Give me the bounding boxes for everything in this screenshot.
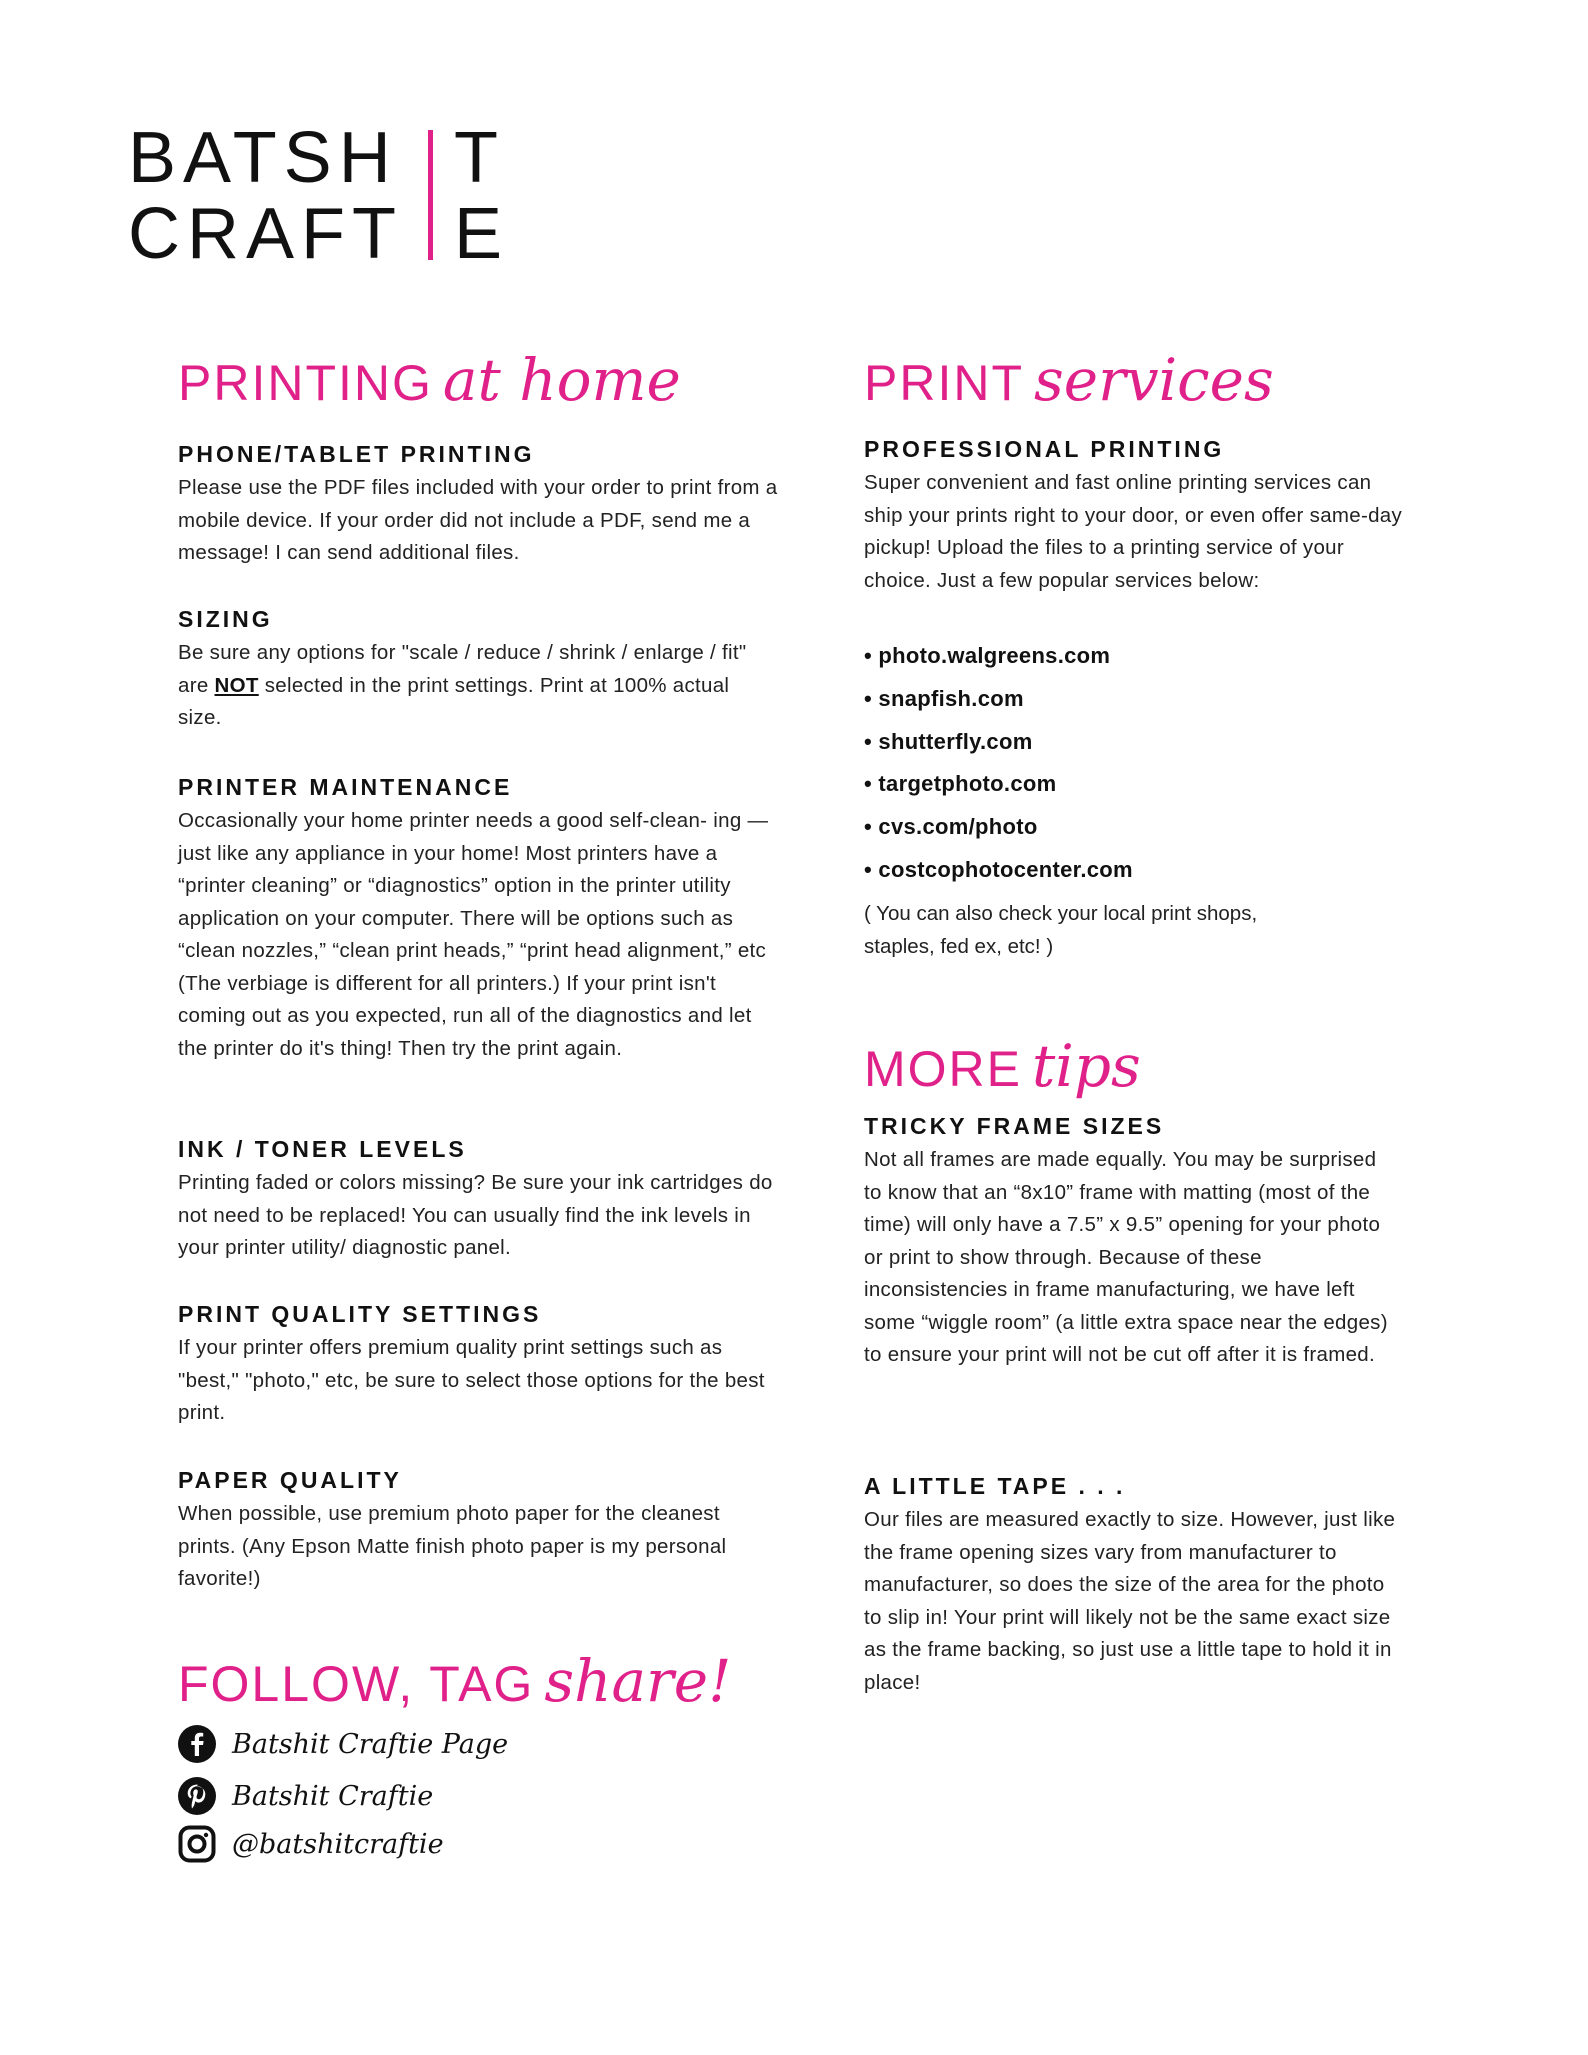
logo-text: CRAFT	[128, 194, 403, 274]
emphasis-text: NOT	[214, 673, 259, 697]
service-link[interactable]: • photo.walgreens.com	[864, 643, 1111, 668]
service-link[interactable]: • shutterfly.com	[864, 728, 1033, 754]
social-label: Batshit Craftie Page	[232, 1728, 509, 1760]
social-facebook[interactable]	[178, 1722, 508, 1766]
section-phone-tablet	[178, 436, 778, 570]
section-heading: PRINT QUALITY SETTINGS	[178, 1301, 542, 1327]
services-note: ( You can also check your local print shops, staples, fed ex, etc! )	[864, 902, 1258, 958]
title-script: share!	[544, 1647, 732, 1715]
title-plain: PRINT	[864, 355, 1024, 411]
section-heading: INK / TONER LEVELS	[178, 1136, 467, 1162]
service-link[interactable]: • costcophotocenter.com	[864, 856, 1133, 882]
section-body: Please use the PDF files included with your order to print from a mobile device. If your order did not include a PDF, send me a message! I can send additional files.	[178, 476, 778, 564]
logo-text: T	[454, 118, 505, 198]
printing-at-home-title	[178, 346, 681, 414]
section-body: When possible, use premium photo paper for the cleanest prints. (Any Epson Matte finish photo paper is my personal favorite!)	[178, 1502, 727, 1590]
title-plain: FOLLOW, TAG	[178, 1656, 535, 1712]
section-body: Not all frames are made equally. You may be surprised to know that an “8x10” frame with matting (most of the time) will only have a 7.5” x 9.5” opening for your photo or print to show through. Because of these inconsistencies in frame manufacturing, we have left some “wiggle room” (a little extra space near the edges) to ensure your print will not be cut off after it is framed.	[864, 1148, 1388, 1366]
print-services-list	[864, 635, 1133, 892]
logo-text: E	[454, 194, 510, 274]
service-link-text[interactable]: targetphoto.com	[878, 771, 1057, 797]
section-ink-toner	[178, 1131, 778, 1265]
title-script: services	[1034, 346, 1274, 414]
section-heading: PAPER QUALITY	[178, 1467, 402, 1493]
social-instagram[interactable]	[178, 1822, 444, 1866]
social-pinterest[interactable]	[178, 1774, 433, 1818]
section-heading: PHONE/TABLET PRINTING	[178, 441, 535, 467]
section-body: If your printer offers premium quality print settings such as "best," "photo," etc, be sure to select those options for the best print.	[178, 1336, 765, 1424]
social-label: @batshitcraftie	[232, 1828, 444, 1860]
service-link[interactable]: • snapfish.com	[864, 685, 1024, 711]
section-print-quality	[178, 1296, 778, 1430]
facebook-icon	[178, 1725, 216, 1763]
title-script: tips	[1032, 1032, 1141, 1100]
service-link-text[interactable]: costcophotocenter.com	[878, 856, 1133, 882]
title-plain: MORE	[864, 1041, 1022, 1097]
section-heading: PRINTER MAINTENANCE	[178, 774, 513, 800]
service-link-text[interactable]: shutterfly.com	[878, 728, 1033, 754]
service-link[interactable]: • targetphoto.com	[864, 771, 1057, 797]
section-body: Printing faded or colors missing? Be sure your ink cartridges do not need to be replaced! You can usually find the ink levels in your printer utility/ diagnostic panel.	[178, 1171, 773, 1259]
logo-accent-bar	[428, 130, 433, 260]
service-link-text[interactable]: photo.walgreens.com	[878, 643, 1111, 668]
pinterest-icon	[178, 1777, 216, 1815]
section-sizing	[178, 601, 758, 735]
service-link[interactable]: • cvs.com/photo	[864, 814, 1038, 840]
service-link-text[interactable]: cvs.com/photo	[878, 814, 1038, 840]
section-heading: PROFESSIONAL PRINTING	[864, 436, 1225, 462]
logo-text: BATSH	[128, 118, 398, 198]
social-label: Batshit Craftie	[232, 1780, 434, 1812]
section-body	[178, 637, 758, 735]
section-heading: TRICKY FRAME SIZES	[864, 1113, 1165, 1139]
instagram-icon	[178, 1825, 216, 1863]
section-heading: SIZING	[178, 606, 273, 632]
section-heading: A LITTLE TAPE . . .	[864, 1473, 1126, 1499]
print-services-title	[864, 346, 1274, 414]
title-script: at home	[442, 346, 681, 414]
section-tricky-frame-sizes	[864, 1108, 1399, 1372]
follow-tag-share-title	[178, 1647, 732, 1715]
more-tips-title	[864, 1032, 1141, 1100]
section-printer-maintenance	[178, 769, 778, 1065]
section-little-tape	[864, 1468, 1404, 1699]
section-body: Our files are measured exactly to size. However, just like the frame opening sizes vary from manufacturer to manufacturer, so does the size of the area for the photo to slip in! Your print will likely not be the same exact size as the frame backing, so just use a little tape to hold it in place!	[864, 1508, 1396, 1694]
section-body: Occasionally your home printer needs a good self-clean- ing — just like any appliance in your home! Most printers have a “printer cleaning” or “diagnostics” option in the printer utility application on your computer. There will be options such as “clean nozzles,” “clean print heads,” “print head alignment,” etc (The verbiage is different for all printers.) If your print isn't coming out as you expected, run all of the diagnostics and let the printer do it's thing! Then try the print again.	[178, 809, 769, 1060]
body-text: selected in the print settings. Print at 100% actual size.	[178, 673, 730, 729]
section-body: Super convenient and fast online printing services can ship your prints right to your door, or even offer same-day pickup! Upload the files to a printing service of your choice. Just a few popular services below:	[864, 471, 1403, 592]
service-link-text[interactable]: snapfish.com	[878, 685, 1024, 711]
title-plain: PRINTING	[178, 355, 433, 411]
section-paper-quality	[178, 1462, 748, 1596]
body-text: Be sure any options for "scale / reduce / shrink / enlarge / fit" are	[178, 641, 747, 697]
section-professional-printing	[864, 431, 1404, 597]
